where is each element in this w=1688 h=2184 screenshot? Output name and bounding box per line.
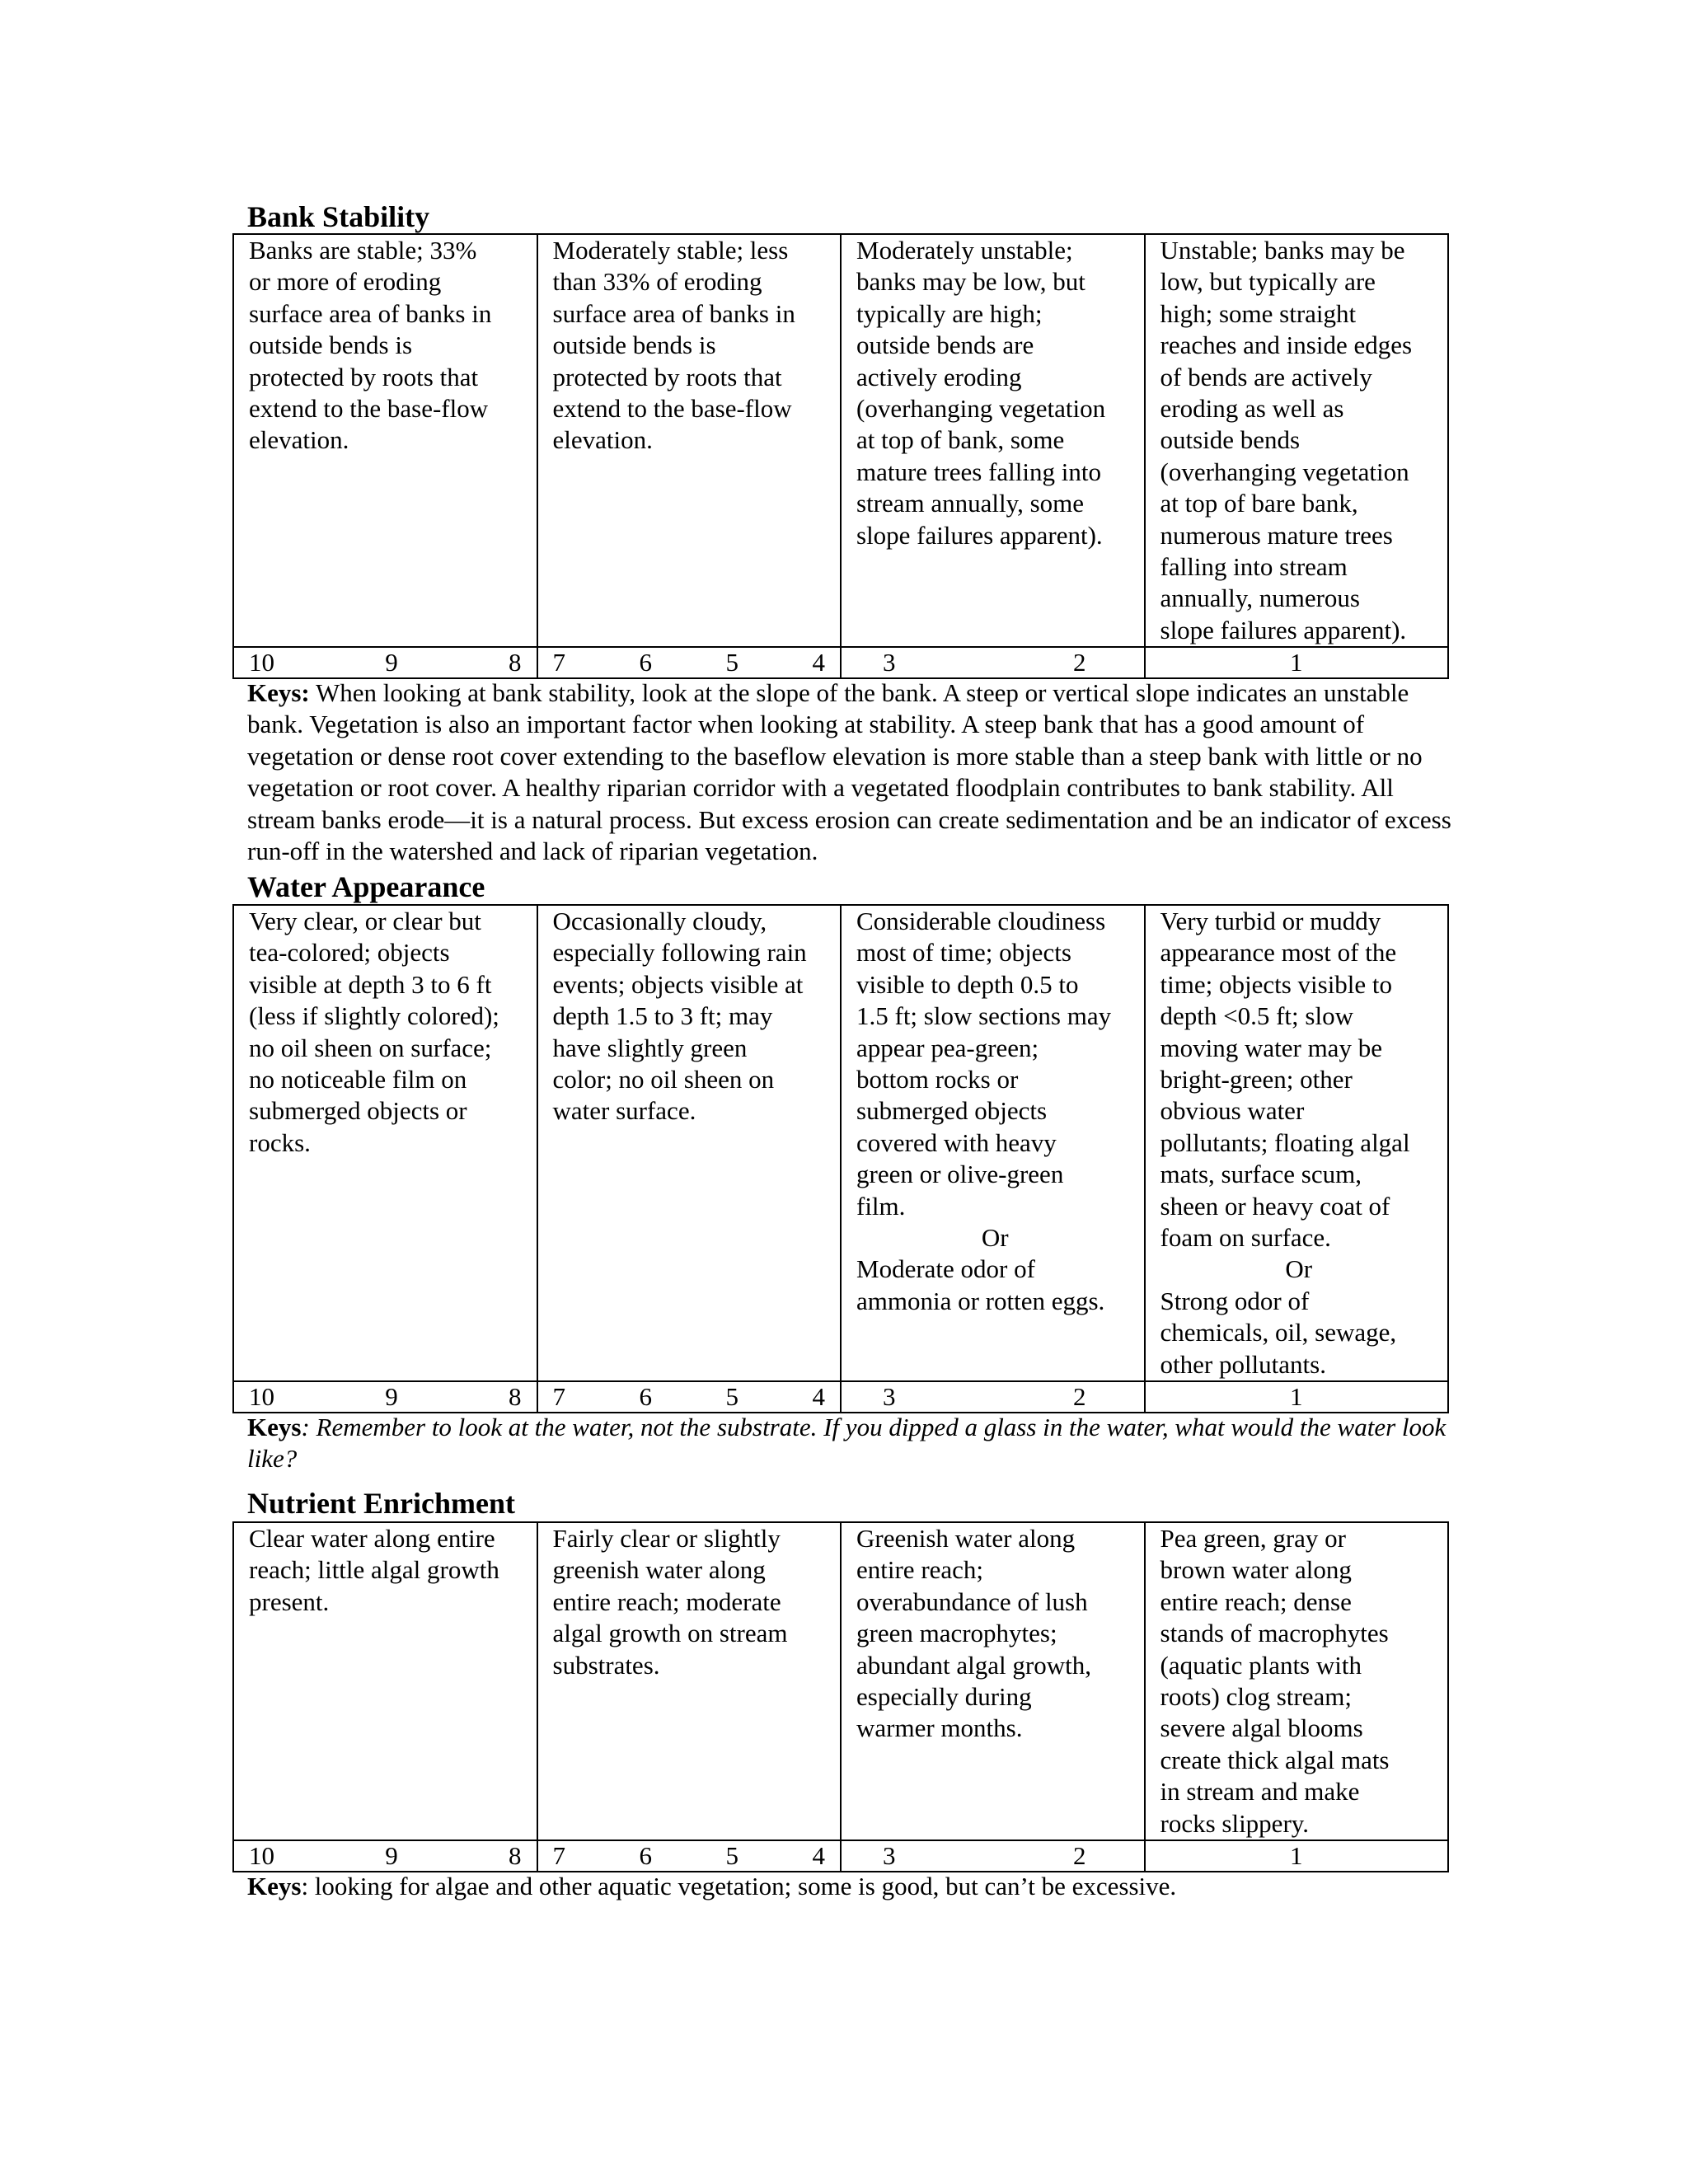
section-title-bank-stability: Bank Stability [247,200,430,233]
score-value: 10 [249,1841,274,1871]
description-poor: Very turbid or muddy appearance most of the time; objects visible to depth <0.5 ft; slow moving water may be bright-green; other obvious water pollutants; floating algal mats, surface scum, sheen or heavy coat of foam on surface. [1160,907,1410,1253]
score-value: 5 [725,648,738,677]
keys-nutrient-enrichment [247,1871,1467,1902]
score-value: 8 [509,648,522,677]
rubric-cell-suboptimal [537,905,842,1381]
score-cell-optimal [233,1840,537,1872]
score-cell-marginal [841,647,1145,678]
description-marginal-odor: Moderate odor of ammonia or rotten eggs. [856,1254,1105,1315]
score-value: 3 [883,648,896,677]
keys-text: : looking for algae and other aquatic vegetation; some is good, but can’t be excessive. [301,1872,1177,1900]
keys-label: Keys: [247,678,310,707]
score-row [233,1381,1448,1413]
score-cell-suboptimal [537,1840,842,1872]
rubric-cell-optimal [233,1522,537,1840]
score-value: 8 [509,1841,522,1871]
description-optimal: Banks are stable; 33% or more of eroding surface area of banks in outside bends is protected by roots that extend to the base-flow elevation. [249,236,492,455]
rubric-cell-suboptimal [537,234,842,647]
description-poor: Unstable; banks may be low, but typically are high; some straight reaches and inside edges of bends are actively eroding as well as outside bends (overhanging vegetation at top of bare bank, numerous mature trees falling into stream annually, numerous slope failures apparent). [1160,236,1413,644]
score-value: 1 [1290,648,1303,677]
description-marginal: Greenish water along entire reach; overabundance of lush green macrophytes; abundant algal growth, especially during warmer months. [856,1524,1091,1743]
description-marginal: Considerable cloudiness most of time; objects visible to depth 0.5 to 1.5 ft; slow sections may appear pea-green; bottom rocks or submerged objects covered with heavy green or olive-green film. [856,907,1112,1221]
score-cell-poor [1145,1381,1449,1413]
score-value: 2 [1073,648,1086,677]
score-value: 9 [385,1382,398,1412]
score-value: 7 [552,1841,565,1871]
description-row [233,1522,1448,1840]
description-row [233,905,1448,1381]
description-optimal: Very clear, or clear but tea-colored; objects visible at depth 3 to 6 ft (less if slightly colored); no oil sheen on surface; no noticeable film on submerged objects or rocks. [249,907,499,1157]
rubric-table-nutrient-enrichment [232,1521,1449,1872]
score-value: 4 [812,1382,825,1412]
score-value: 6 [639,1841,652,1871]
score-value: 5 [725,1841,738,1871]
score-cell-marginal [841,1840,1145,1872]
score-cell-marginal [841,1381,1145,1413]
score-value: 1 [1290,1382,1303,1412]
description-suboptimal: Occasionally cloudy, especially following rain events; objects visible at depth 1.5 to 3 ft; may have slightly green color; no oil sheen on water surface. [552,907,807,1126]
rubric-cell-poor [1145,1522,1449,1840]
rubric-cell-poor [1145,905,1449,1381]
rubric-cell-marginal [841,1522,1145,1840]
keys-text: : Remember to look at the water, not the substrate. If you dipped a glass in the water, what would the water look like? [247,1413,1447,1474]
keys-bank-stability [247,677,1467,867]
score-value: 3 [883,1382,896,1412]
rubric-cell-optimal [233,905,537,1381]
description-marginal: Moderately unstable; banks may be low, but typically are high; outside bends are actively eroding (overhanging vegetation at top of bank, some mature trees falling into stream annually, some slope failures apparent). [856,236,1106,550]
score-cell-suboptimal [537,1381,842,1413]
score-row [233,1840,1448,1872]
rubric-cell-poor [1145,234,1449,647]
rubric-cell-marginal [841,234,1145,647]
score-value: 4 [812,1841,825,1871]
rubric-table-bank-stability [232,233,1449,679]
score-value: 4 [812,648,825,677]
score-value: 7 [552,1382,565,1412]
keys-label: Keys [247,1872,302,1900]
score-value: 5 [725,1382,738,1412]
section-title-nutrient-enrichment: Nutrient Enrichment [247,1487,515,1520]
score-value: 1 [1290,1841,1303,1871]
score-value: 9 [385,1841,398,1871]
score-value: 10 [249,648,274,677]
score-value: 2 [1073,1841,1086,1871]
rubric-table-water-appearance [232,904,1449,1413]
keys-text: When looking at bank stability, look at the slope of the bank. A steep or vertical slope indicates an unstable bank. Vegetation is also an important factor when looking at stability. A steep bank that has a good amount of vegetation or dense root cover extending to the baseflow elevation is more stable than a steep bank with little or no vegetation or root cover. A healthy riparian corridor with a vegetated floodplain contributes to bank stability. All stream banks erode—it is a natural process. But excess erosion can create sedimentation and be an indicator of excess run-off in the watershed and lack of riparian vegetation. [247,678,1451,866]
score-value: 8 [509,1382,522,1412]
section-title-water-appearance: Water Appearance [247,870,485,903]
or-separator: Or [1285,1254,1313,1284]
or-separator: Or [981,1223,1009,1253]
score-cell-poor [1145,647,1449,678]
score-value: 10 [249,1382,274,1412]
score-cell-optimal [233,647,537,678]
score-cell-optimal [233,1381,537,1413]
score-value: 6 [639,1382,652,1412]
description-poor: Pea green, gray or brown water along entire reach; dense stands of macrophytes (aquatic plants with roots) clog stream; severe algal blooms create thick algal mats in stream and make rocks slippery. [1160,1524,1390,1838]
description-suboptimal: Moderately stable; less than 33% of eroding surface area of banks in outside bends is protected by roots that extend to the base-flow elevation. [552,236,795,455]
rubric-cell-suboptimal [537,1522,842,1840]
description-poor-odor: Strong odor of chemicals, oil, sewage, other pollutants. [1160,1286,1397,1379]
score-value: 2 [1073,1382,1086,1412]
score-value: 6 [639,648,652,677]
description-row [233,234,1448,647]
score-cell-suboptimal [537,647,842,678]
rubric-cell-marginal [841,905,1145,1381]
score-value: 9 [385,648,398,677]
keys-water-appearance [247,1412,1467,1475]
score-cell-poor [1145,1840,1449,1872]
score-value: 3 [883,1841,896,1871]
description-optimal: Clear water along entire reach; little algal growth present. [249,1524,499,1616]
score-row [233,647,1448,678]
description-suboptimal: Fairly clear or slightly greenish water along entire reach; moderate algal growth on stream substrates. [552,1524,788,1680]
rubric-cell-optimal [233,234,537,647]
score-value: 7 [552,648,565,677]
keys-label: Keys [247,1413,302,1441]
